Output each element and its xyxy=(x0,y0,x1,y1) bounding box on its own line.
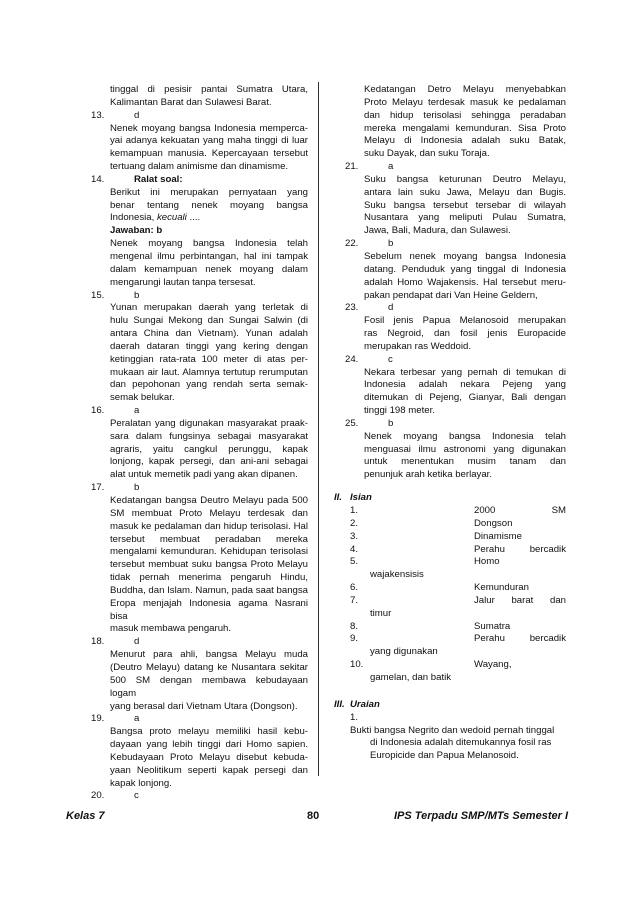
text-line: kapak lonjong. xyxy=(110,777,172,789)
text-line: (Deutro Melayu) datang ke Nusantara sekitar xyxy=(110,661,308,673)
section-numeral: II. xyxy=(334,492,342,504)
item-explanation xyxy=(110,726,308,790)
text-line: dan hidup terisolasi sehingga peradaban xyxy=(364,109,566,121)
text-line: Peralatan yang digunakan masyarakat praak- xyxy=(110,417,308,429)
text-line: masuk ke pedalaman dan hidup terisolasi. Hal xyxy=(110,520,308,532)
item-number: 1. xyxy=(350,505,359,516)
text-line: Europicide dan Papua Melanosoid. xyxy=(370,750,519,762)
text-line: agraris, yaitu cangkul perunggu, kapak xyxy=(110,443,308,455)
text-line: dayaan yang lebih tinggi dari Homo sapien. xyxy=(110,739,308,751)
item-number: 23. xyxy=(345,302,359,314)
section-title: Uraian xyxy=(350,698,380,710)
item-answer: d xyxy=(134,636,140,648)
isian-item xyxy=(334,659,566,672)
text-line: benar tentang nenek moyang bangsa xyxy=(110,199,308,211)
item-answer-continued: yang digunakan xyxy=(370,646,438,658)
item-number: 20. xyxy=(91,790,105,802)
text-line: Kedatangan bangsa Deutro Melayu pada 500 xyxy=(110,495,308,506)
item-answer: b xyxy=(134,482,140,494)
item-number: 6. xyxy=(350,582,359,594)
answer-item xyxy=(80,790,308,803)
text-line: hulu Sungai Mekong dan Sungai Salwin (di xyxy=(110,315,308,327)
text-line: suku Dayak, dan suku Toraja. xyxy=(364,148,490,160)
text-line: ras Negroid, dan fosil jenis Europacide xyxy=(364,328,566,340)
text-line: sara dalam fungsinya sebagai masyarakat xyxy=(110,430,308,442)
isian-item xyxy=(334,621,566,634)
item-answer: Jalur barat dan xyxy=(474,594,566,606)
text-line: Kedatangan Detro Melayu menyebabkan xyxy=(364,84,566,95)
item-number: 21. xyxy=(345,161,359,173)
text-line: antara lain suku Jawa, Melayu dan Bugis. xyxy=(364,186,566,198)
isian-item xyxy=(334,556,566,569)
item-answer: Sumatra xyxy=(474,620,511,632)
text-line: tidak pernah menerima pengaruh Hindu, xyxy=(110,572,308,584)
text-line: SM membuat Proto Melayu terdesak dan xyxy=(110,507,308,519)
text-line: Menurut para ahli, bangsa Melayu muda xyxy=(110,649,308,661)
item-answer: b xyxy=(388,417,394,429)
isian-item xyxy=(334,595,566,608)
section-heading-isian xyxy=(334,492,566,505)
text-line: 500 SM dengan membawa kebudayaan logam xyxy=(110,674,308,699)
text-line: Indonesia adalah nekara Pejeng yang xyxy=(364,379,566,391)
item-answer: 2000 SM xyxy=(474,505,566,516)
item-number: 13. xyxy=(91,109,105,121)
answer-item xyxy=(334,418,566,482)
text-line: Buddha, dan Islam. Namun, pada saat bangsa xyxy=(110,584,308,596)
answer-item xyxy=(334,354,566,418)
text-line: ketinggian rata-rata 100 meter di atas per- xyxy=(110,353,308,365)
item-number: 8. xyxy=(350,620,359,632)
item-answer: Dongson xyxy=(474,517,513,529)
text-line: kemampuan manusia. Kepercayaan tersebut xyxy=(110,148,308,160)
item-explanation xyxy=(364,367,566,418)
item-explanation xyxy=(110,187,308,290)
item-explanation xyxy=(364,315,566,354)
text-line: merupakan ras Weddoid. xyxy=(364,340,472,352)
text-line: mukaan air laut. Alamnya tertutup rerumputan xyxy=(110,366,308,378)
item-answer-continued: gamelan, dan batik xyxy=(370,671,452,683)
text-line: mengalami kemunduran. Kehidupan terisolasi xyxy=(110,546,308,558)
item-number: 7. xyxy=(350,594,359,606)
text-line: yai adanya kekuatan yang maha tinggi di luar xyxy=(110,135,308,147)
text-line: yaan Neolitikum seperti kapak persegi dan xyxy=(110,764,308,776)
item-answer: b xyxy=(388,238,394,250)
text-line: untuk menentukan musim tanam dan xyxy=(364,456,566,468)
item-answer: a xyxy=(388,161,394,173)
item-number: 10. xyxy=(350,659,364,671)
text-line: semak belukar. xyxy=(110,392,175,404)
answer-item xyxy=(334,238,566,302)
item-answer: Wayang, xyxy=(474,659,512,671)
answer-item xyxy=(80,84,308,110)
item-explanation xyxy=(110,123,308,174)
item-answer: Dinamisme xyxy=(474,530,522,542)
answer-item xyxy=(334,302,566,353)
answer-item xyxy=(80,405,308,482)
text-line: menguasai ilmu astronomi yang digunakan xyxy=(364,443,566,455)
text-span: .... xyxy=(186,212,201,224)
item-answer: Kemunduran xyxy=(474,582,529,594)
text-line: tertuang dalam animisme dan dinamisme. xyxy=(110,161,289,173)
text-line: Jawa, Bali, Madura, dan Sulawesi. xyxy=(364,225,511,237)
section-title: Isian xyxy=(350,492,372,504)
item-answer: Perahu bercadik xyxy=(474,543,566,555)
isian-item xyxy=(334,633,566,646)
text-line: tersebut membuat peradaban mereka xyxy=(110,533,308,545)
item-answer: c xyxy=(388,353,393,365)
isian-item xyxy=(334,582,566,595)
footer-book-title: IPS Terpadu SMP/MTs Semester I xyxy=(393,810,568,822)
item-explanation xyxy=(364,431,566,482)
section-numeral: III. xyxy=(334,698,345,710)
item-number: 1. xyxy=(350,711,359,723)
item-explanation xyxy=(110,84,308,110)
item-answer: d xyxy=(388,302,394,314)
text-italic: kecuali xyxy=(156,212,187,224)
isian-item xyxy=(334,531,566,544)
isian-item xyxy=(334,544,566,557)
text-line: Suku bangsa tersebut tersebar di wilayah xyxy=(364,199,566,211)
item-number: 4. xyxy=(350,543,359,555)
text-line: pakan pendapat dari Van Heine Geldern, xyxy=(364,289,538,301)
footer-page-number: 80 xyxy=(307,810,320,822)
text-line: antara China dan Vietnam). Yunan adalah xyxy=(110,328,308,340)
text-line: lonjong, kapak persegi, dan ani-ani sebagai xyxy=(110,456,308,468)
item-number: 3. xyxy=(350,530,359,542)
answer-item xyxy=(334,84,566,161)
item-answer-continued: timur xyxy=(370,607,392,619)
text-line: mengenal ilmu perbintangan, hal ini tampak xyxy=(110,250,308,262)
right-column xyxy=(334,84,566,763)
text-line: Berikut ini merupakan pernyataan yang xyxy=(110,186,308,198)
item-answer: a xyxy=(134,405,140,417)
item-number: 25. xyxy=(345,417,359,429)
text-line: Proto Melayu terdesak masuk ke pedalaman xyxy=(364,96,566,108)
answer-item xyxy=(80,636,308,713)
item-answer: Perahu bercadik xyxy=(474,633,566,645)
answer-item xyxy=(80,290,308,406)
item-number: 9. xyxy=(350,633,359,645)
answer-key: Jawaban: b xyxy=(110,225,163,237)
item-explanation xyxy=(110,495,308,636)
text-line: datang. Penduduk yang tinggal di Indonesia xyxy=(364,263,566,275)
item-number: 15. xyxy=(91,289,105,301)
text-line: Bangsa proto melayu memiliki hasil kebu- xyxy=(110,726,308,738)
left-column xyxy=(80,84,308,803)
item-number: 19. xyxy=(91,713,105,725)
footer-class-label: Kelas 7 xyxy=(66,810,105,822)
item-explanation xyxy=(364,174,566,238)
text-line: tinggal di pesisir pantai Sumatra Utara, xyxy=(110,84,308,95)
item-number: 5. xyxy=(350,556,359,568)
text-line: mereka mengalami kemunduran. Sisa Proto xyxy=(364,122,566,134)
item-explanation xyxy=(110,649,308,713)
text-line: tersebut membuat suku bangsa Proto Melayu xyxy=(110,559,308,571)
text-line: dan pepohonan yang rendah serta semak- xyxy=(110,379,308,391)
item-explanation xyxy=(110,418,308,482)
text-line: masuk membawa pengaruh. xyxy=(110,623,232,635)
item-answer: b xyxy=(134,289,140,301)
column-divider xyxy=(318,82,319,776)
text-line: tinggi 198 meter. xyxy=(364,405,435,417)
text-line: Yunan merupakan daerah yang terletak di xyxy=(110,302,308,314)
uraian-answer xyxy=(334,725,566,764)
text-line: Nenek moyang bangsa Indonesia telah xyxy=(364,430,566,442)
item-answer: Ralat soal: xyxy=(134,173,183,185)
item-answer: d xyxy=(134,109,140,121)
text-line: Bukti bangsa Negrito dan wedoid pernah tinggal xyxy=(350,724,555,736)
item-answer: a xyxy=(134,713,140,725)
item-explanation xyxy=(364,84,566,161)
item-answer-continued: wajakensisis xyxy=(370,569,424,581)
text-line: daerah dataran tinggi yang kering dengan xyxy=(110,340,308,352)
text-line: Nusantara yang meliputi Pulau Sumatra, xyxy=(364,212,566,224)
item-number: 16. xyxy=(91,405,105,417)
item-number: 18. xyxy=(91,636,105,648)
item-number: 17. xyxy=(91,482,105,494)
answer-item xyxy=(80,174,308,290)
text-line: Nenek moyang bangsa Indonesia telah xyxy=(110,238,308,250)
text-line: yang berasal dari Vietnam Utara (Dongson). xyxy=(110,700,298,712)
item-number: 22. xyxy=(345,238,359,250)
text-line: di Indonesia adalah ditemukannya fosil ras xyxy=(370,737,552,749)
answer-item xyxy=(80,110,308,174)
text-line: penunjuk arah ketika berlayar. xyxy=(364,469,492,481)
text-line: Fosil jenis Papua Melanosoid merupakan xyxy=(364,315,566,327)
text-line: Nekara terbesar yang pernah di temukan di xyxy=(364,366,566,378)
section-heading-uraian xyxy=(334,699,566,712)
text-line: Eropa menjajah Indonesia agama Nasrani bisa xyxy=(110,597,308,622)
text-line: adalah Homo Wajakensis. Hal tersebut meru- xyxy=(364,276,566,288)
item-explanation xyxy=(110,302,308,405)
text-line: Kebudayaan Proto Melayu disebut kebuda- xyxy=(110,751,308,763)
item-number: 2. xyxy=(350,517,359,529)
item-number: 24. xyxy=(345,353,359,365)
text-line: Nenek moyang bangsa Indonesia memperca- xyxy=(110,122,308,134)
text-line: mengarungi lautan tanpa tersesat. xyxy=(110,276,256,288)
text-line: dalam kemampuan nenek moyang dalam xyxy=(110,263,308,275)
item-explanation xyxy=(364,251,566,302)
text-line: Kalimantan Barat dan Sulawesi Barat. xyxy=(110,96,272,108)
text-span: Indonesia, xyxy=(110,212,157,224)
text-line: alat untuk memetik padi yang akan dipanen. xyxy=(110,469,298,481)
text-line: Suku bangsa keturunan Deutro Melayu, xyxy=(364,173,566,185)
text-line xyxy=(110,212,308,225)
item-answer: Homo xyxy=(474,556,500,568)
isian-item xyxy=(334,505,566,518)
text-line: Melayu di Indonesia adalah suku Batak, xyxy=(364,135,566,147)
item-answer: c xyxy=(134,790,139,802)
isian-item xyxy=(334,518,566,531)
answer-item xyxy=(80,482,308,636)
text-line: ditemukan di Pejeng, Gianyar, Bali dengan xyxy=(364,392,566,404)
answer-item xyxy=(334,161,566,238)
item-number: 14. xyxy=(91,173,105,185)
text-line: Sebelum nenek moyang bangsa Indonesia xyxy=(364,250,566,262)
answer-item xyxy=(80,713,308,790)
